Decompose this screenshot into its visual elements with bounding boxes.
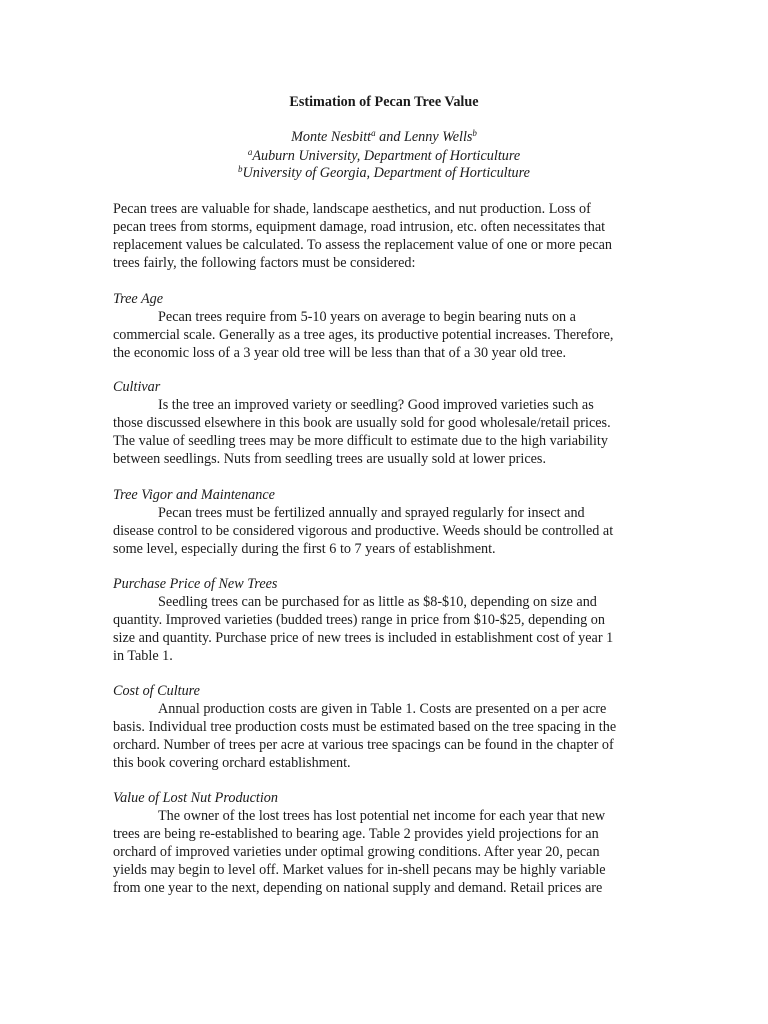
section-tree-age — [113, 290, 653, 362]
section-heading: Cost of Culture — [113, 683, 200, 699]
section-tree-vigor — [113, 486, 653, 558]
section-line: the economic loss of a 3 year old tree will be less than that of a 30 year old tree. — [113, 345, 567, 361]
section-purchase-price — [113, 575, 653, 665]
intro-line: pecan trees from storms, equipment damage, road intrusion, etc. often necessitates that — [113, 219, 606, 235]
section-line: orchard. Number of trees per acre at various tree spacings can be found in the chapter of — [113, 737, 614, 753]
section-line: size and quantity. Purchase price of new trees is included in establishment cost of year 1 — [113, 630, 614, 646]
intro-paragraph — [113, 200, 653, 272]
author-line — [0, 128, 768, 146]
author-1: Monte Nesbitt — [291, 129, 372, 145]
section-line: some level, especially during the first 6 to 7 years of establishment. — [113, 541, 496, 557]
section-cultivar — [113, 378, 653, 468]
section-line: trees are being re-established to bearing age. Table 2 provides yield projections for an — [113, 826, 599, 842]
affiliation-b — [0, 164, 768, 182]
section-line: those discussed elsewhere in this book are usually sold for good wholesale/retail prices. — [113, 415, 611, 431]
intro-line: replacement values be calculated. To assess the replacement value of one or more pecan — [113, 237, 613, 253]
section-line: this book covering orchard establishment. — [113, 755, 351, 771]
section-line: between seedlings. Nuts from seedling trees are usually sold at lower prices. — [113, 451, 546, 467]
section-line: disease control to be considered vigorous and productive. Weeds should be controlled at — [113, 523, 614, 539]
section-line: orchard of improved varieties under optimal growing conditions. After year 20, pecan — [113, 844, 600, 860]
section-line: Pecan trees require from 5-10 years on average to begin bearing nuts on a — [158, 309, 576, 325]
section-heading: Value of Lost Nut Production — [113, 790, 278, 806]
section-cost-of-culture — [113, 682, 653, 772]
section-line: The value of seedling trees may be more difficult to estimate due to the high variability — [113, 433, 608, 449]
section-line: Seedling trees can be purchased for as little as $8-$10, depending on size and — [158, 594, 597, 610]
section-line: Is the tree an improved variety or seedling? Good improved varieties such as — [158, 397, 594, 413]
section-heading: Tree Age — [113, 291, 164, 307]
section-line: from one year to the next, depending on national supply and demand. Retail prices are — [113, 880, 603, 896]
intro-line: Pecan trees are valuable for shade, landscape aesthetics, and nut production. Loss of — [113, 201, 591, 217]
affiliation-a-superscript: a — [247, 147, 253, 157]
section-line: commercial scale. Generally as a tree ages, its productive potential increases. Therefore, — [113, 327, 614, 343]
section-lost-nut-production — [113, 789, 653, 897]
author-2: Lenny Wells — [403, 129, 473, 145]
section-heading: Tree Vigor and Maintenance — [113, 487, 275, 503]
affiliation-b-superscript: b — [238, 164, 243, 174]
affiliation-a — [0, 147, 768, 165]
section-line: yields may begin to level off. Market values for in-shell pecans may be highly variable — [113, 862, 606, 878]
section-line: Annual production costs are given in Table 1. Costs are presented on a per acre — [158, 701, 607, 717]
author-1-superscript: a — [371, 128, 376, 138]
author-2-superscript: b — [472, 128, 477, 138]
author-conjunction: and — [375, 129, 404, 145]
affiliation-b-text: University of Georgia, Department of Horticulture — [242, 165, 530, 181]
section-line: The owner of the lost trees has lost potential net income for each year that new — [158, 808, 606, 824]
section-line: basis. Individual tree production costs must be estimated based on the tree spacing in the — [113, 719, 617, 735]
section-heading: Cultivar — [113, 379, 161, 395]
affiliation-a-text: Auburn University, Department of Horticulture — [252, 148, 521, 164]
section-line: Pecan trees must be fertilized annually and sprayed regularly for insect and — [158, 505, 585, 521]
intro-line: trees fairly, the following factors must be considered: — [113, 255, 416, 271]
document-title: Estimation of Pecan Tree Value — [289, 94, 479, 110]
section-line: in Table 1. — [113, 648, 173, 664]
section-heading: Purchase Price of New Trees — [113, 576, 278, 592]
section-line: quantity. Improved varieties (budded trees) range in price from $10-$25, depending on — [113, 612, 605, 628]
